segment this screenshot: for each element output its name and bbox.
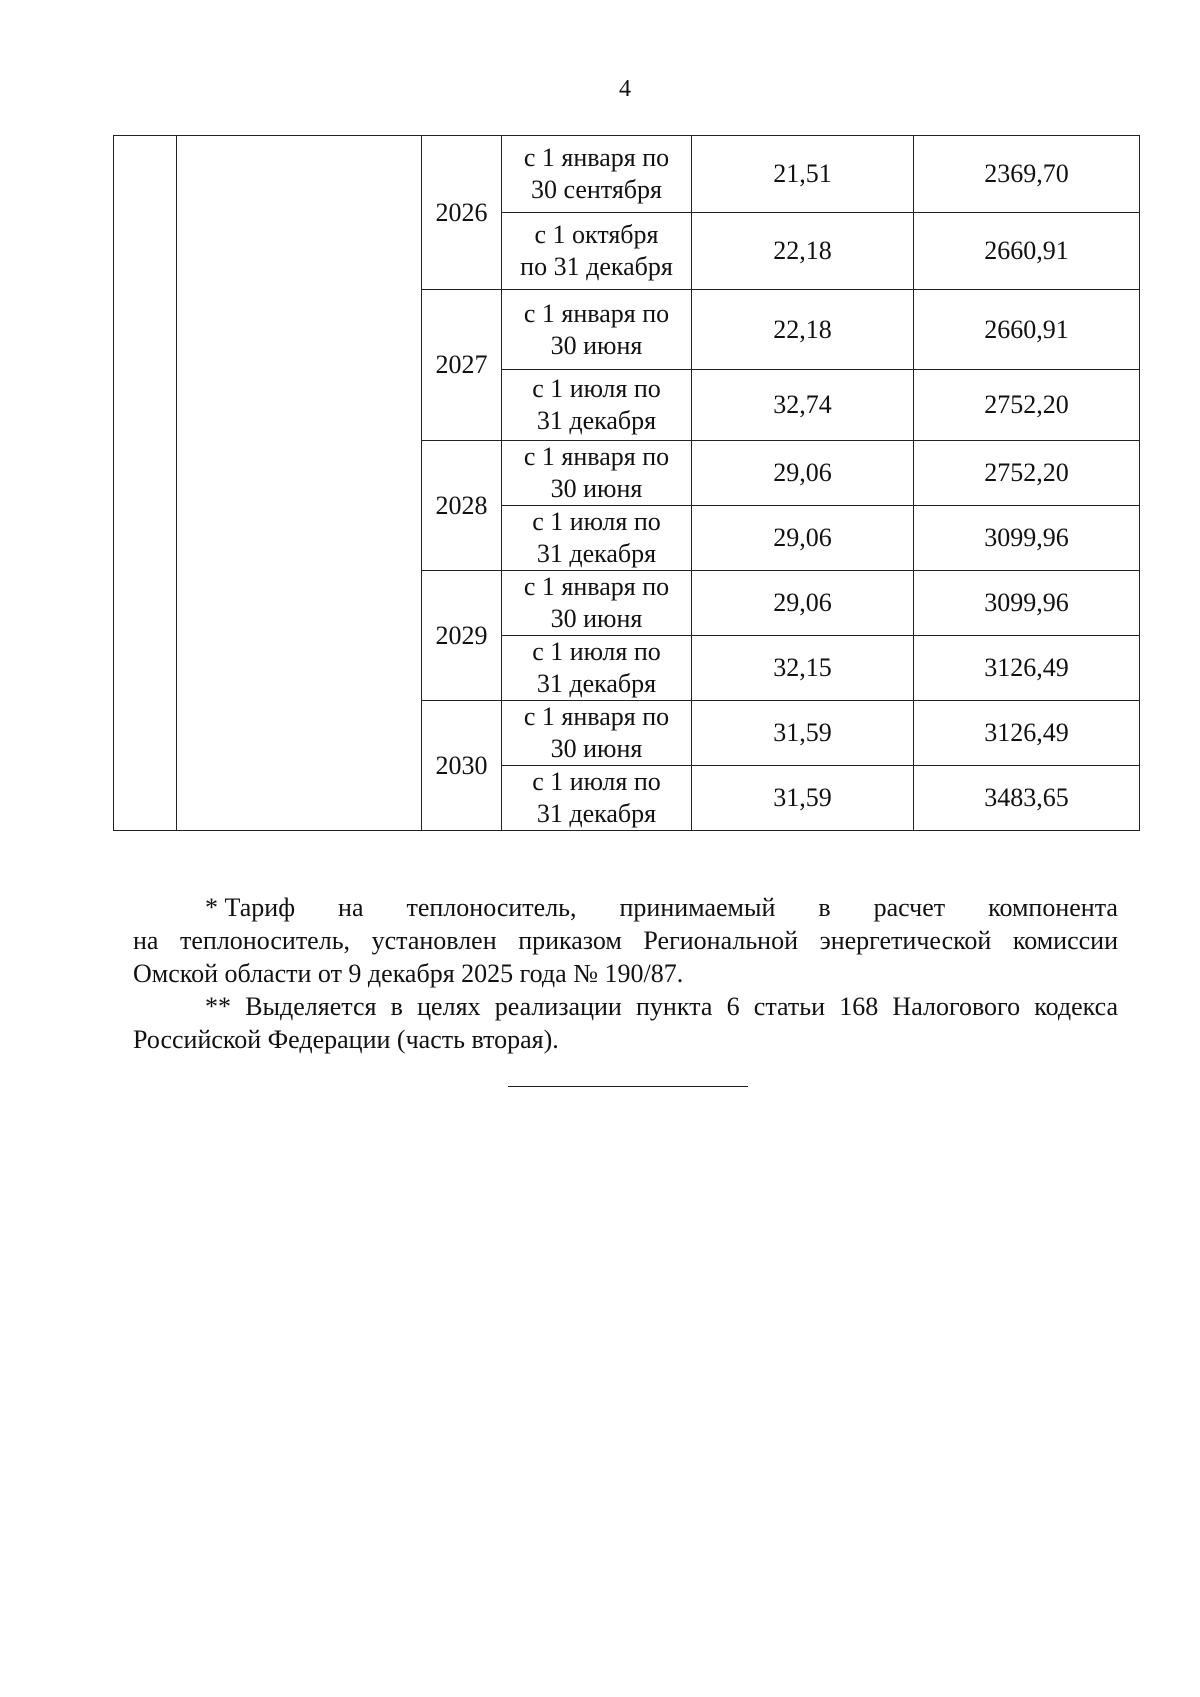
period-cell (502, 636, 692, 701)
value1-cell: 32,74 (692, 370, 914, 441)
value2-cell: 3099,96 (914, 506, 1140, 571)
period-cell (502, 370, 692, 441)
value1-cell: 21,51 (692, 136, 914, 213)
period-line: 30 июня (550, 604, 643, 633)
period-cell (502, 441, 692, 506)
table-row (114, 136, 1140, 213)
period-line: 30 сентября (531, 175, 662, 204)
footnotes (133, 891, 1118, 1056)
year-cell: 2027 (422, 290, 502, 441)
period-cell (502, 290, 692, 370)
value1-cell: 29,06 (692, 506, 914, 571)
closing-rule (508, 1086, 748, 1087)
tariff-table-body (114, 136, 1140, 831)
period-line: 31 декабря (536, 539, 657, 568)
period-line: с 1 января по (523, 143, 670, 172)
value1-cell: 31,59 (692, 766, 914, 831)
footnote-word: компонента (988, 893, 1118, 922)
period-line: 30 июня (550, 474, 643, 503)
value2-cell: 3099,96 (914, 571, 1140, 636)
value1-cell: 29,06 (692, 441, 914, 506)
page-number: 4 (619, 76, 631, 102)
value1-cell: 22,18 (692, 213, 914, 290)
value2-cell: 3126,49 (914, 701, 1140, 766)
period-cell (502, 213, 692, 290)
period-line: с 1 января по (523, 298, 670, 328)
footnote-word: расчет (873, 893, 946, 922)
period-line: с 1 июля по (532, 637, 661, 666)
value2-cell: 2752,20 (914, 441, 1140, 506)
value2-cell: 2660,91 (914, 290, 1140, 370)
value2-cell: 2752,20 (914, 370, 1140, 441)
year-cell: 2030 (422, 701, 502, 831)
empty-number-cell (114, 136, 177, 831)
period-line: 30 июня (550, 734, 643, 763)
tariff-table (113, 135, 1140, 831)
value2-cell: 3483,65 (914, 766, 1140, 831)
period-line: по 31 декабря (520, 252, 673, 281)
footnote-2-text: ** Выделяется в целях реализации пункта 6 статьи 168 Налогового кодекса Российской Федерации (часть вторая). (133, 992, 1118, 1054)
value1-cell: 31,59 (692, 701, 914, 766)
period-line: с 1 января по (523, 572, 670, 601)
period-cell (502, 506, 692, 571)
period-cell (502, 766, 692, 831)
period-line: с 1 июля по (532, 507, 661, 536)
period-line: с 1 октября (534, 220, 659, 249)
footnote-word: теплоноситель, (406, 893, 577, 922)
period-line: 31 декабря (536, 406, 657, 435)
year-cell: 2029 (422, 571, 502, 701)
year-cell: 2026 (422, 136, 502, 290)
period-line: с 1 января по (523, 702, 670, 731)
period-cell (502, 701, 692, 766)
value1-cell: 29,06 (692, 571, 914, 636)
period-cell (502, 136, 692, 213)
empty-name-cell (177, 136, 422, 831)
period-line: с 1 января по (523, 442, 670, 471)
period-line: 31 декабря (536, 669, 657, 698)
footnote-word: принимаемый (619, 893, 776, 922)
value2-cell: 2369,70 (914, 136, 1140, 213)
period-line: с 1 июля по (532, 374, 661, 403)
value1-cell: 22,18 (692, 290, 914, 370)
value2-cell: 3126,49 (914, 636, 1140, 701)
footnote-1-first-line (133, 891, 1118, 924)
period-line: с 1 июля по (532, 767, 661, 796)
period-line: 31 декабря (536, 799, 657, 828)
footnote-1-text: на теплоноситель, установлен приказом Региональной энергетической комиссии Омской области от 9 декабря 2025 года № 190/87. (133, 926, 1118, 988)
footnote-word: в (818, 893, 831, 922)
period-line: 30 июня (550, 330, 643, 360)
value1-cell: 32,15 (692, 636, 914, 701)
period-cell (502, 571, 692, 636)
year-cell: 2028 (422, 441, 502, 571)
footnote-word: * Тариф (205, 893, 296, 922)
footnote-word: на (338, 893, 364, 922)
value2-cell: 2660,91 (914, 213, 1140, 290)
